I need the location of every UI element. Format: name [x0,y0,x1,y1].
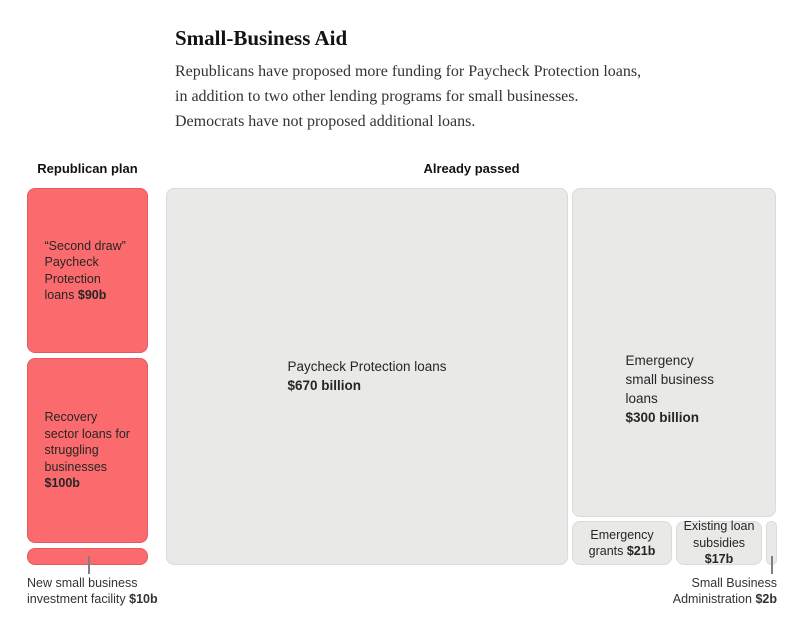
block-amount: $300 billion [625,409,700,425]
block-amount: $670 billion [287,377,361,393]
annotation-amount: $10b [129,592,158,607]
treemap-block-second-draw-ppp-loans [27,188,148,353]
block-amount: $90b [77,288,107,302]
annotation-amount: $2b [755,592,777,607]
chart-title: Small-Business Aid [175,26,348,50]
treemap-block-recovery-sector-loans [27,358,148,543]
chart-subtitle: Republicans have proposed more funding for Paycheck Protection loans, in addition to two other lending programs for small businesses. Democrats have not proposed additional loans. [175,63,642,130]
treemap-block-emergency-small-business-loans [572,188,776,517]
column-header-already-passed: Already passed [423,161,520,176]
block-label: Emergency small business loans $300 billion [626,352,723,428]
block-label: Existing loan subsidies $17b [683,519,755,567]
annotation-small-business-administration: Small Business Administration $2b [672,576,777,607]
block-amount: $17b [704,552,734,567]
annotation-new-small-business-facility: New small business investment facility $10b [27,576,158,607]
block-amount: $100b [44,476,80,491]
block-amount: $21b [626,544,656,558]
treemap-block-paycheck-protection-loans [166,188,568,565]
block-label: Paycheck Protection loans $670 billion [287,358,446,396]
column-header-republican-plan: Republican plan [37,161,138,176]
block-label: Recovery sector loans for struggling businesses $100b [44,410,130,491]
block-label: “Second draw” Paycheck Protection loans $90b [44,238,126,302]
treemap-block-existing-loan-subsidies [676,521,762,565]
block-label: Emergency grants $21b [588,527,656,558]
callout-tick-new-small-business-facility [88,556,90,574]
callout-tick-small-business-administration [771,556,773,574]
treemap-block-emergency-grants [572,521,672,565]
